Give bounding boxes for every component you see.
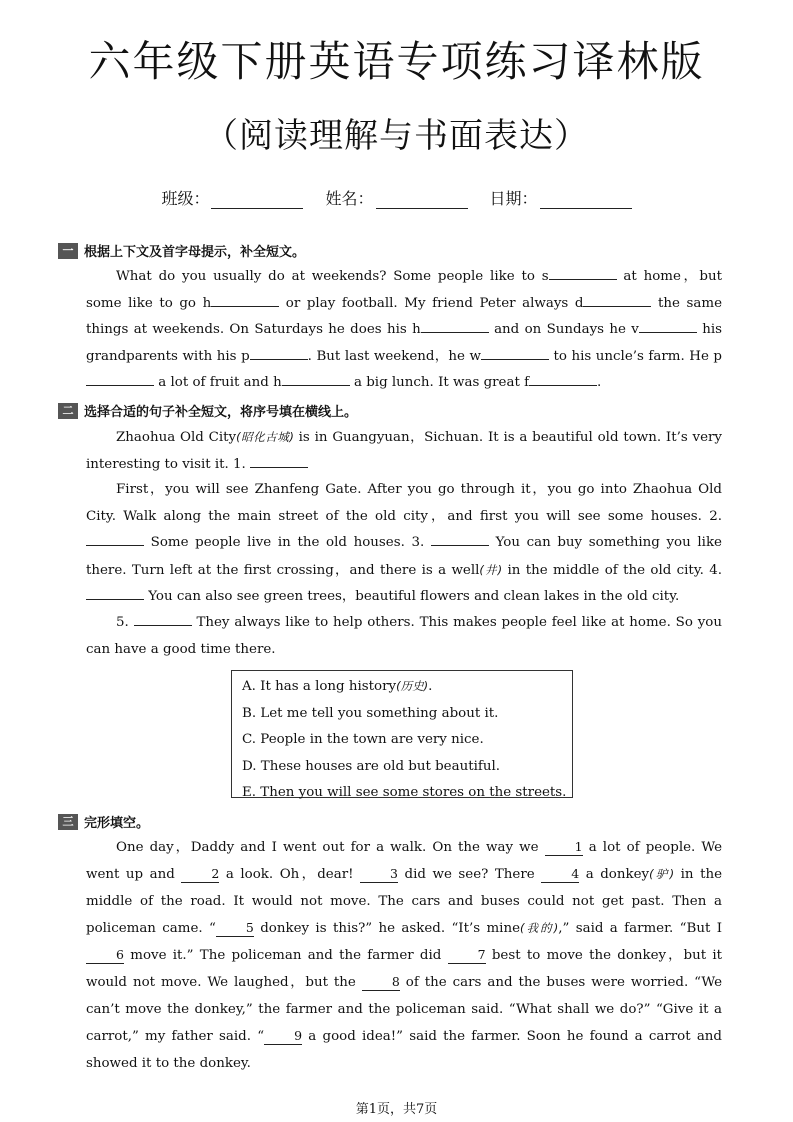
section-3-heading	[58, 812, 149, 831]
cloze-blank-5[interactable]: 5	[216, 920, 254, 937]
answer-blank[interactable]	[86, 370, 154, 386]
section-2-paragraph-2	[86, 477, 722, 611]
name-field	[325, 186, 467, 209]
passage-text: the same things at weekends. On Saturdays he does his h	[86, 295, 723, 337]
section-3-title: 完形填空。	[84, 816, 150, 831]
section-1-heading	[58, 241, 305, 260]
answer-blank[interactable]	[583, 291, 651, 307]
answer-blank[interactable]	[639, 317, 697, 333]
passage-text: . But last weekend，he w	[307, 348, 481, 364]
chinese-gloss: (昭化古城)	[236, 430, 294, 444]
answer-blank[interactable]	[431, 530, 489, 546]
chinese-gloss: (我的)	[520, 921, 559, 935]
date-field	[490, 186, 632, 209]
cloze-blank-1[interactable]: 1	[545, 839, 583, 856]
passage-text: 5.	[116, 615, 134, 630]
passage-text: or play football. My friend Peter always d	[279, 295, 584, 311]
section-2-badge: 二	[58, 403, 78, 419]
cloze-blank-4[interactable]: 4	[541, 866, 579, 883]
option-c: C. People in the town are very nice.	[242, 732, 484, 747]
passage-text: Zhaohua Old City	[116, 430, 237, 445]
chinese-gloss: (驴)	[649, 867, 675, 881]
section-2-paragraph-1	[86, 424, 722, 478]
options-box	[231, 670, 573, 798]
answer-blank[interactable]	[250, 452, 308, 468]
answer-blank[interactable]	[481, 344, 549, 360]
answer-blank[interactable]	[282, 370, 350, 386]
passage-text: a lot of fruit and h	[154, 375, 282, 390]
passage-text: his grandparents with his p	[86, 322, 722, 364]
option-d: D. These houses are old but beautiful.	[242, 758, 500, 774]
passage-text: is in Guangyuan，Sichuan. It is a beautiful old town. It’s very interesting to visit it. 1.	[86, 430, 722, 472]
date-label: 日期：	[489, 189, 538, 208]
chinese-gloss: (井)	[479, 562, 503, 577]
class-label: 班级：	[161, 189, 210, 208]
cloze-blank-9[interactable]: 9	[264, 1028, 302, 1045]
cloze-blank-6[interactable]: 6	[86, 947, 124, 964]
passage-text: .	[597, 375, 602, 390]
section-2-heading	[58, 401, 357, 420]
page-number: 第1页，共7页	[355, 1102, 438, 1117]
passage-text: a big lunch. It was great f	[349, 375, 530, 390]
answer-blank[interactable]	[549, 264, 617, 280]
name-label: 姓名：	[325, 189, 374, 208]
passage-text: They always like to help others. This makes people feel like at home. So you can have a good time there.	[86, 615, 722, 657]
passage-text: in the middle of the old city. 4.	[502, 562, 722, 578]
student-info	[0, 186, 793, 209]
answer-blank[interactable]	[421, 317, 489, 333]
passage-text: First，you will see Zhanfeng Gate. After you go through it，you go into Zhaohua Old City. Walk along the main street of the old city，and first you will see some houses. 2.	[86, 482, 722, 524]
section-3-passage: One day，Daddy and I went out for a walk. On the way we 1 a lot of people. We went up and 2 a look. Oh，dear! 3 did we see? There 4 a donkey(驴) in the middle of the road. It would not move. The cars and buses could not get past. Then a policeman came. “ 5 donkey is this?” he asked. “It’s mine(我的),” said a farmer. “But I 6 move it.” The policeman and the farmer did 7 best to move the donkey，but it would not move. We laughed，but the 8 of the cars and the buses were worried. “We can’t move the donkey,” the farmer and the policeman said. “What shall we do?” “Give it a carrot,” my father said. “ 9 a good idea!” said the farmer. Soon he found a carrot and showed it to the donkey.	[86, 839, 722, 1071]
answer-blank[interactable]	[529, 370, 597, 386]
section-2-title: 选择合适的句子补全短文，将序号填在横线上。	[84, 405, 358, 420]
option-e: E. Then you will see some stores on the streets.	[242, 785, 567, 800]
answer-blank[interactable]	[86, 584, 144, 600]
answer-blank[interactable]	[250, 344, 308, 360]
passage-text: to his uncle’s farm. He p	[548, 348, 722, 364]
answer-blank[interactable]	[86, 530, 144, 546]
section-1-badge: 一	[58, 243, 78, 259]
passage-text: at home，but some like to go h	[86, 269, 722, 311]
answer-blank[interactable]	[211, 291, 279, 307]
passage-text: and on Sundays he v	[488, 322, 639, 337]
cloze-blank-8[interactable]: 8	[362, 974, 400, 991]
answer-blank[interactable]	[134, 610, 192, 626]
cloze-blank-7[interactable]: 7	[448, 947, 486, 964]
class-blank[interactable]	[211, 190, 303, 209]
section-1-title: 根据上下文及首字母提示，补全短文。	[84, 245, 306, 260]
section-1-passage	[86, 264, 722, 397]
option-a: A. It has a long history(历史).	[242, 679, 433, 694]
passage-text: You can buy something you like there. Turn left at the first crossing，and there is a well	[86, 535, 722, 578]
option-b: B. Let me tell you something about it.	[242, 705, 499, 721]
cloze-blank-2[interactable]: 2	[181, 866, 219, 883]
date-blank[interactable]	[540, 190, 632, 209]
passage-text: You can also see green trees，beautiful flowers and clean lakes in the old city.	[144, 589, 680, 604]
passage-text: Some people live in the old houses. 3.	[144, 535, 431, 550]
class-field	[161, 186, 303, 209]
cloze-blank-3[interactable]: 3	[360, 866, 398, 883]
passage-text: What do you usually do at weekends? Some people like to s	[116, 269, 549, 284]
section-2-paragraph-3	[86, 610, 722, 663]
page-subtitle: （阅读理解与书面表达）	[204, 116, 589, 156]
page-title: 六年级下册英语专项练习译林版	[88, 37, 705, 86]
name-blank[interactable]	[376, 190, 468, 209]
section-3-badge: 三	[58, 814, 78, 830]
